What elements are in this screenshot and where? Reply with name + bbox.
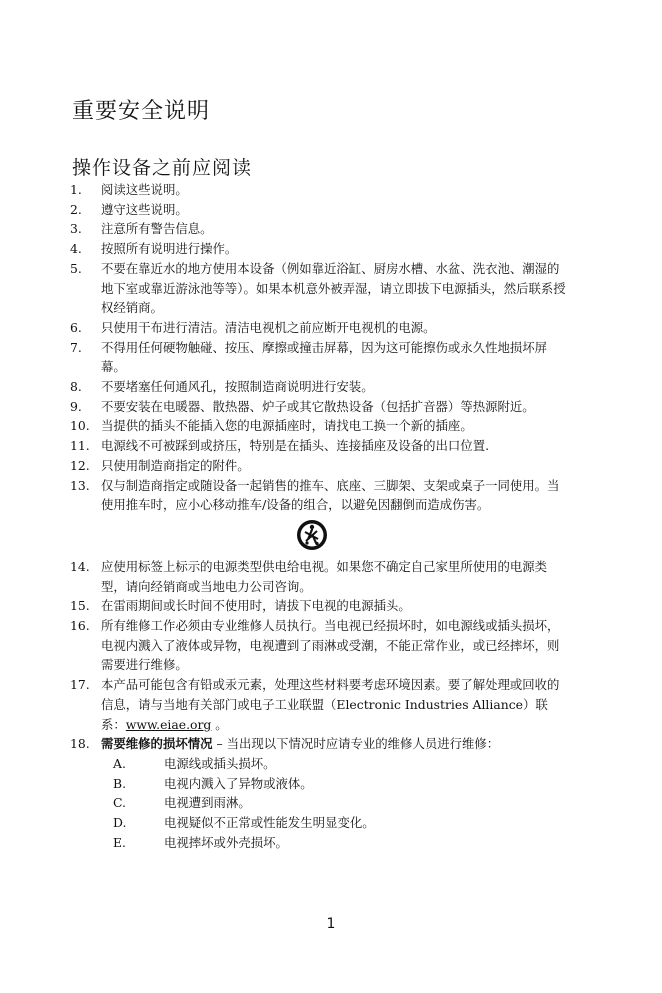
- sub-list-item: E. 电视摔坏或外壳损坏。: [113, 834, 288, 850]
- list-item: 3. 注意所有警告信息。: [70, 221, 213, 237]
- service-heading: 需要维修的损坏情况: [101, 736, 213, 752]
- cart-warning-figure: [70, 515, 570, 557]
- list-item: 5. 不要在靠近水的地方使用本设备（例如靠近浴缸、厨房水槽、水盆、洗衣池、潮湿的地下室或靠近游泳池等等）。如果本机意外被弄湿，请立即拔下电源插头，然后联系授权经销商。: [70, 260, 566, 316]
- list-item: 9. 不要安装在电暖器、散热器、炉子或其它散热设备（包括扩音器）等热源附近。: [70, 398, 535, 414]
- page-number: 1: [326, 916, 336, 932]
- instructions-list: [70, 180, 570, 853]
- list-item: 15. 在雷雨期间或长时间不使用时，请拔下电视的电源插头。: [70, 598, 411, 614]
- list-item: 12. 只使用制造商指定的附件。: [70, 457, 250, 473]
- list-item: 13. 仅与制造商指定或随设备一起销售的推车、底座、三脚架、支架或桌子一同使用。当使用推车时，应小心移动推车/设备的组合，以避免因翻倒而造成伤害。: [70, 477, 560, 513]
- list-item: 17. 本产品可能包含有铅或汞元素，处理这些材料要考虑环境因素。要了解处理或回收的信息，请与当地有关部门或电子工业联盟（Electronic Industries Alliance）联系：www.eiae.org 。: [70, 677, 560, 732]
- sub-list-item: B. 电视内溅入了异物或液体。: [113, 775, 313, 791]
- list-item: 7. 不得用任何硬物触碰、按压、摩擦或撞击屏幕，因为这可能擦伤或永久性地损坏屏幕。: [70, 339, 548, 375]
- list-item: 2. 遵守这些说明。: [70, 201, 188, 217]
- page-title: 重要安全说明: [72, 99, 211, 124]
- cart-tip-over-warning-icon: [296, 519, 328, 557]
- section-heading: 操作设备之前应阅读: [72, 157, 253, 179]
- list-item: 1. 阅读这些说明。: [70, 182, 188, 197]
- list-item: 14. 应使用标签上标示的电源类型供电给电视。如果您不确定自己家里所使用的电源类型，请向经销商或当地电力公司咨询。: [70, 558, 548, 594]
- sub-list-item: A. 电源线或插头损坏。: [113, 755, 276, 771]
- list-item: 8. 不要堵塞任何通风孔，按照制造商说明进行安装。: [70, 379, 374, 395]
- list-item: 18. 需要维修的损坏情况 – 当出现以下情况时应请专业的维修人员进行维修： A. 电源线或插头损坏。 B. 电视内溅入了异物或液体。 C. 电视遭到雨淋。 D. 电视疑似不正常或性能发生明显变化。 E. 电视摔坏或外壳损坏。: [70, 734, 570, 852]
- damage-sublist: [101, 754, 570, 853]
- sub-list-item: D. 电视疑似不正常或性能发生明显变化。: [113, 815, 375, 831]
- list-item: 4. 按照所有说明进行操作。: [70, 241, 238, 257]
- sub-list-item: C. 电视遭到雨淋。: [113, 795, 251, 811]
- list-item: 16. 所有维修工作必须由专业维修人员执行。当电视已经损坏时，如电源线或插头损坏，电视内溅入了液体或异物，电视遭到了雨淋或受潮，不能正常作业，或已经摔坏，则需要进行维修。: [70, 618, 560, 673]
- list-item: 6. 只使用干布进行清洁。清洁电视机之前应断开电视机的电源。: [70, 319, 436, 335]
- eiae-link[interactable]: www.eiae.org: [125, 716, 212, 732]
- list-item: 10. 当提供的插头不能插入您的电源插座时，请找电工换一个新的插座。: [70, 418, 473, 434]
- list-item: 11. 电源线不可被踩到或挤压，特别是在插头、连接插座及设备的出口位置.: [70, 438, 490, 454]
